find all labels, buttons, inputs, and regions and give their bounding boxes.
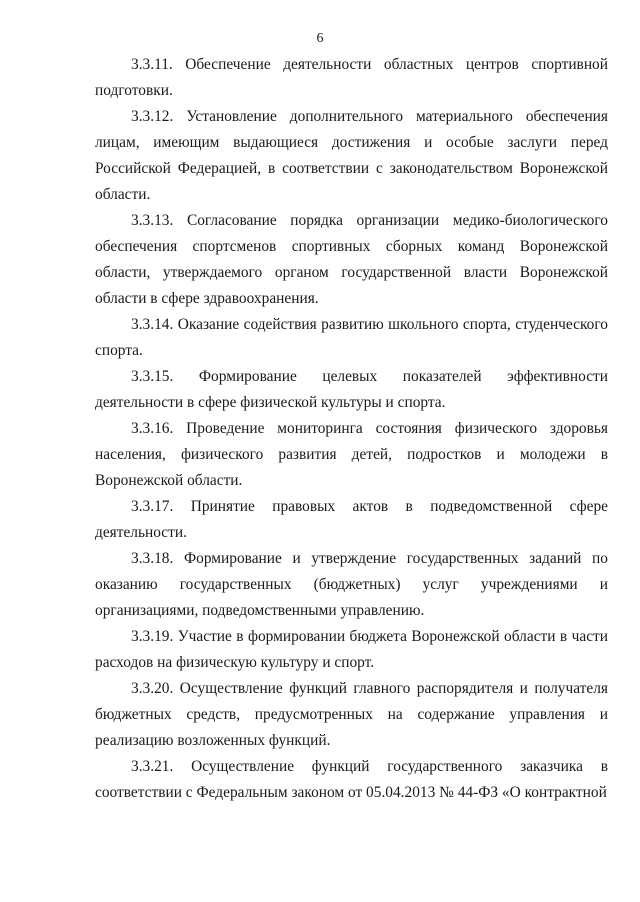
paragraph-3-3-11: 3.3.11. Обеспечение деятельности областных центров спортивной подготовки. — [95, 56, 608, 99]
paragraph-3-3-21: 3.3.21. Осуществление функций государственного заказчика в соответствии с Федеральным законом от 05.04.2013 № 44-ФЗ «О контрактной — [95, 758, 608, 801]
document-body — [95, 52, 608, 806]
paragraph-3-3-20: 3.3.20. Осуществление функций главного распорядителя и получателя бюджетных средств, предусмотренных на содержание управления и реализацию возложенных функций. — [95, 680, 608, 749]
paragraph-3-3-16: 3.3.16. Проведение мониторинга состояния физического здоровья населения, физического развития детей, подростков и молодежи в Воронежской области. — [95, 420, 608, 489]
paragraph-3-3-13: 3.3.13. Согласование порядка организации медико-биологического обеспечения спортсменов спортивных сборных команд Воронежской области, утверждаемого органом государственной власти Воронежской области в сфере здравоохранения. — [95, 212, 608, 307]
paragraph-3-3-14: 3.3.14. Оказание содействия развитию школьного спорта, студенческого спорта. — [95, 316, 608, 359]
paragraph-3-3-15: 3.3.15. Формирование целевых показателей эффективности деятельности в сфере физической культуры и спорта. — [95, 368, 608, 411]
paragraph-3-3-18: 3.3.18. Формирование и утверждение государственных заданий по оказанию государственных (бюджетных) услуг учреждениями и организациями, подведомственными управлению. — [95, 550, 608, 619]
paragraph-3-3-12: 3.3.12. Установление дополнительного материального обеспечения лицам, имеющим выдающиеся достижения и особые заслуги перед Российской Федерацией, в соответствии с законодательством Воронежской области. — [95, 108, 608, 203]
paragraph-3-3-17: 3.3.17. Принятие правовых актов в подведомственной сфере деятельности. — [95, 498, 608, 541]
paragraph-3-3-19: 3.3.19. Участие в формировании бюджета Воронежской области в части расходов на физическую культуру и спорт. — [95, 628, 608, 671]
page-number: 6 — [316, 31, 324, 46]
